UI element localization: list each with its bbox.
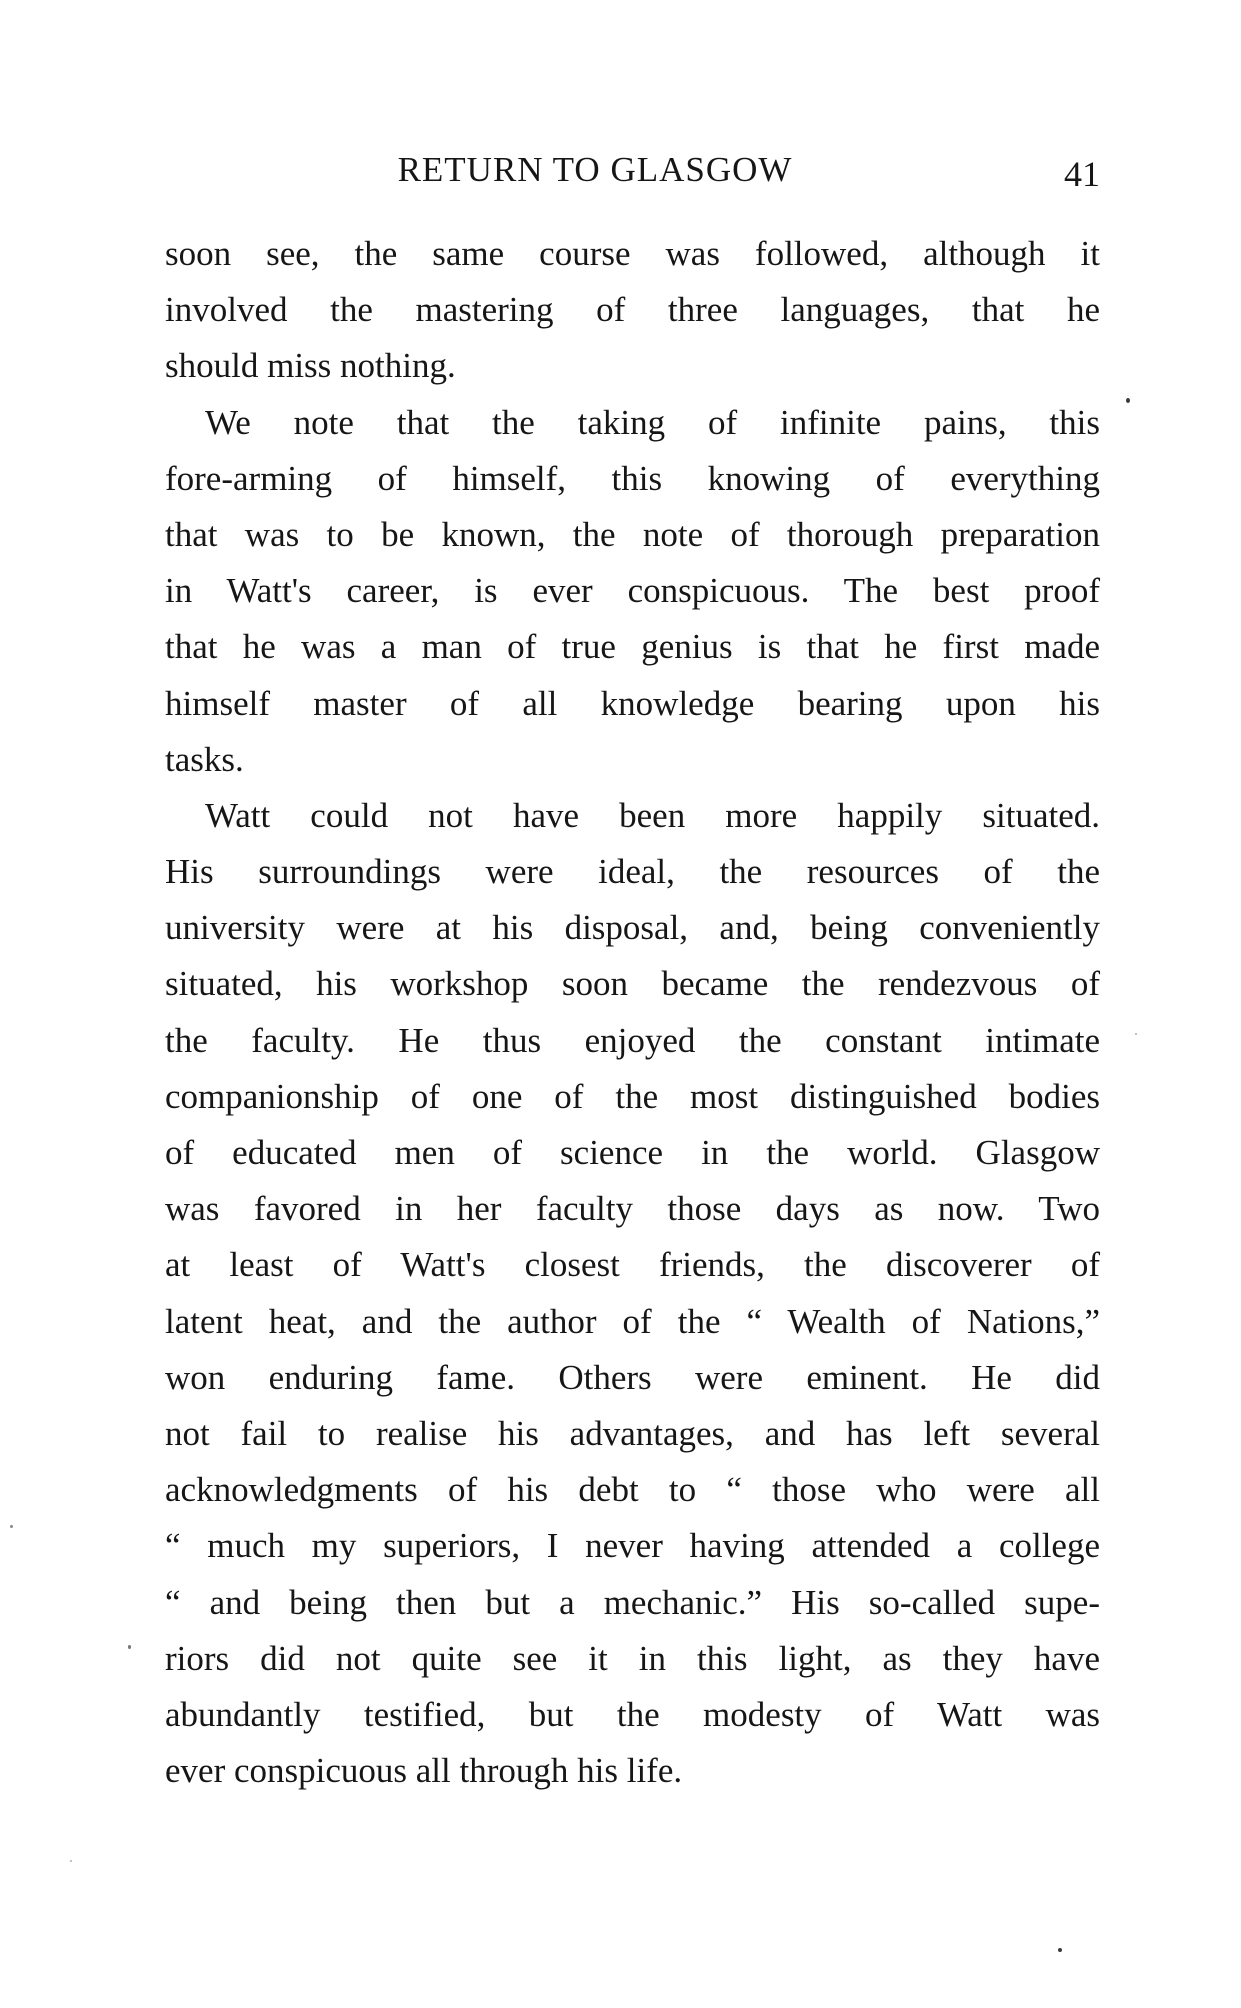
text-line: soon see, the same course was followed, although it bbox=[165, 234, 1100, 273]
paragraph bbox=[165, 226, 1100, 395]
text-line: situated, his workshop soon became the rendezvous of bbox=[165, 964, 1100, 1004]
text-line: We note that the taking of infinite pains, this bbox=[205, 402, 1100, 442]
text-line: at least of Watt's closest friends, the discoverer of bbox=[165, 1245, 1100, 1285]
text-line: “ much my superiors, I never having attended a college bbox=[165, 1526, 1100, 1566]
ink-speck bbox=[10, 1525, 13, 1528]
ink-speck bbox=[1126, 398, 1130, 403]
text-line: the faculty. He thus enjoyed the constant intimate bbox=[165, 1020, 1100, 1060]
text-line: involved the mastering of three languages, that he bbox=[165, 290, 1100, 330]
text-line: won enduring fame. Others were eminent. He did bbox=[165, 1357, 1100, 1397]
body-text bbox=[165, 226, 1100, 1799]
text-line: riors did not quite see it in this light, as they have bbox=[165, 1638, 1100, 1678]
paragraph bbox=[165, 395, 1100, 788]
running-title: RETURN TO GLASGOW bbox=[397, 150, 793, 189]
text-line: fore-arming of himself, this knowing of everything bbox=[165, 458, 1100, 498]
text-line: should miss nothing. bbox=[165, 346, 456, 386]
text-line: that he was a man of true genius is that he first made bbox=[165, 627, 1100, 667]
text-line: abundantly testified, but the modesty of Watt was bbox=[165, 1694, 1100, 1734]
text-line: not fail to realise his advantages, and has left several bbox=[165, 1413, 1100, 1453]
ink-speck bbox=[128, 1645, 131, 1649]
text-line: “ and being then but a mechanic.” His so-called supe- bbox=[165, 1582, 1100, 1622]
text-line: that was to be known, the note of thorough preparation bbox=[165, 514, 1100, 554]
paragraph bbox=[165, 788, 1100, 1799]
ink-speck bbox=[70, 1860, 72, 1862]
text-line: His surroundings were ideal, the resources of the bbox=[165, 852, 1100, 892]
text-line: himself master of all knowledge bearing upon his bbox=[165, 683, 1100, 723]
text-line: of educated men of science in the world. Glasgow bbox=[165, 1133, 1100, 1172]
text-line: university were at his disposal, and, being conveniently bbox=[165, 908, 1100, 948]
text-line: latent heat, and the author of the “ Wealth of Nations,” bbox=[165, 1301, 1100, 1341]
text-line: tasks. bbox=[165, 739, 244, 779]
text-line: was favored in her faculty those days as now. Two bbox=[165, 1189, 1100, 1229]
page-number: 41 bbox=[1064, 154, 1100, 194]
text-line: ever conspicuous all through his life. bbox=[165, 1751, 683, 1791]
ink-speck bbox=[1058, 1948, 1062, 1952]
ink-speck bbox=[1135, 1033, 1137, 1035]
text-line: companionship of one of the most distinguished bodies bbox=[165, 1076, 1100, 1116]
running-head bbox=[165, 146, 1100, 194]
text-line: in Watt's career, is ever conspicuous. The best proof bbox=[165, 571, 1100, 611]
text-line: Watt could not have been more happily situated. bbox=[205, 795, 1100, 835]
text-line: acknowledgments of his debt to “ those who were all bbox=[165, 1470, 1100, 1510]
